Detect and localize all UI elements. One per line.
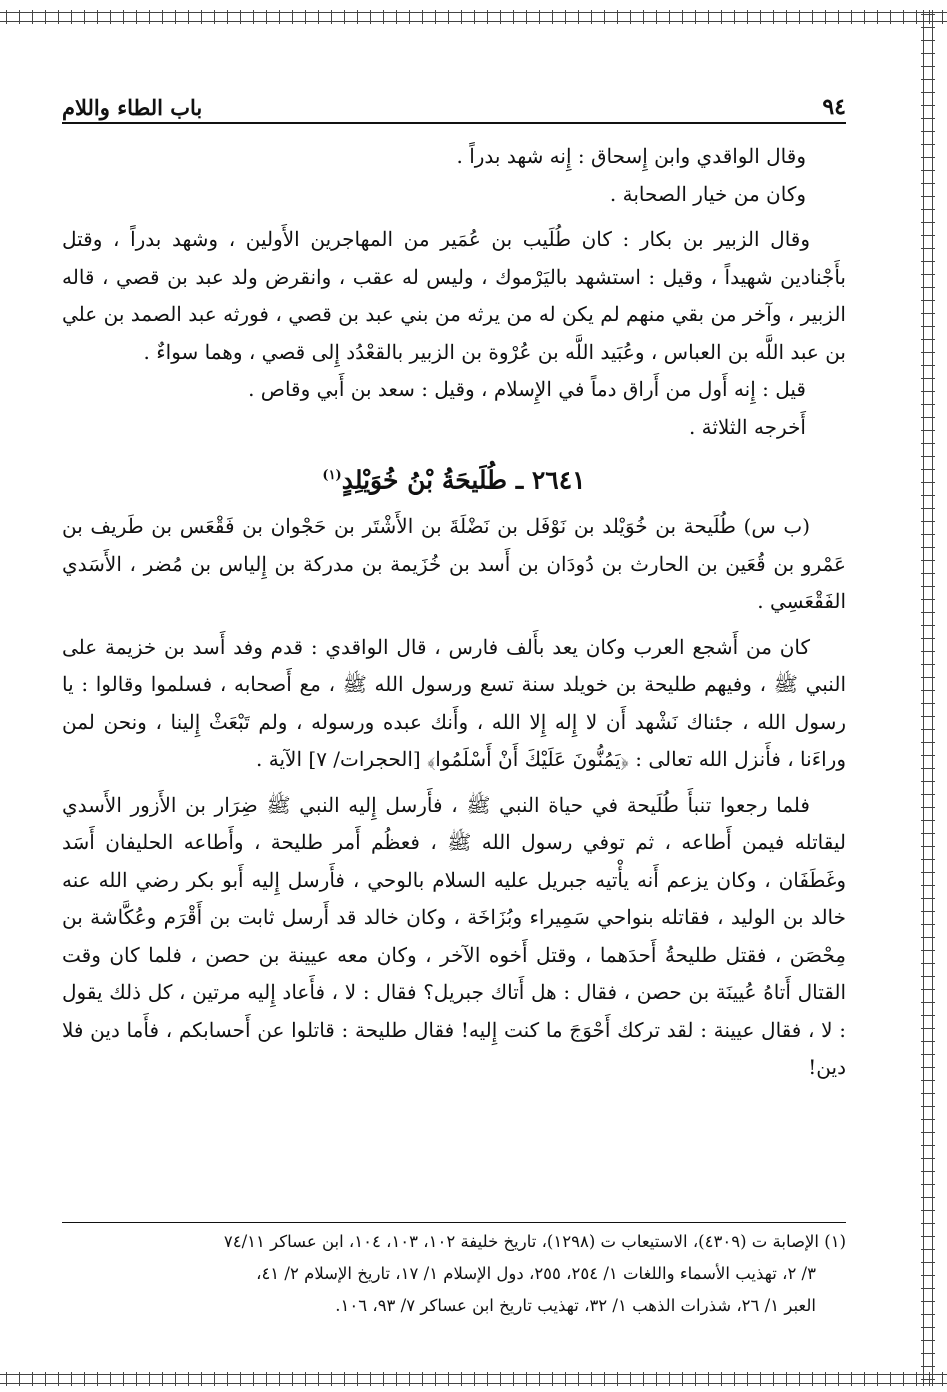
chapter-title: باب الطاء واللام — [62, 95, 203, 120]
paragraph: كان من أَشجع العرب وكان يعد بأَلف فارس ، قال الواقدي : قدم وفد أَسد بن خزيمة على النبي ﷺ ، وفيهم طليحة بن خويلد سنة تسع ورسول الله ﷺ ، مع أَصحابه ، فسلموا وقالوا : يا رسول الله ، جئناك نَشْهد أَن لا إِله إِلا الله ، وأَنك عبده ورسوله ، ولم تَبْعَثْ إِلينا ، ونحن لمن وراءَنا ، فأَنزل الله تعالى : ﴿يَمُنُّونَ عَلَيْكَ أَنْ أَسْلَمُوا﴾ [الحجرات/ ٧] الآية . — [62, 634, 846, 772]
paragraph: وكان من خيار الصحابة . — [609, 181, 806, 206]
paragraph-gap — [62, 779, 846, 787]
footnote-line: (١) الإصابة ت (٤٣٠٩)، الاستيعاب ت (١٢٩٨)، تاريخ خليفة ١٠٢، ١٠٣، ١٠٤، ابن عساكر ٧٤/١١ — [223, 1232, 846, 1251]
entry-name: طُلَيحَةُ بْنُ خُوَيْلِدٍ — [341, 465, 508, 495]
paragraph: وقال الزبير بن بكار : كان طُلَيب بن عُمَير من المهاجرين الأَولين ، وشهد بدراً ، وقتل بأَجْنادين شهيداً ، وقيل : استشهد باليَرْموك ، وليس له عقب ، وانقرض ولد عبد بن قصي ، قاله الزبير ، وآخر من بقي منهم لم يكن له من يرثه من بني عبد بن قصي ، فورثه عبد الصمد بن علي بن عبد اللَّه بن العباس ، وعُبَيد اللَّه بن عُرْوة بن الزبير بالقعْدُد إِلى قصي ، وهما سواءٌ . — [62, 227, 846, 364]
entry-heading — [62, 456, 846, 500]
book-page — [62, 88, 846, 1087]
right-border-ornament — [921, 10, 935, 1386]
footnote-line: ٣/ ٢، تهذيب الأسماء واللغات ١/ ٢٥٤، ٢٥٥، دول الإسلام ١/ ١٧، تاريخ الإسلام ٢/ ٤١، — [256, 1264, 816, 1283]
paragraph: وقال الواقدي وابن إِسحاق : إِنه شهد بدراً . — [456, 144, 806, 168]
bottom-border-ornament — [0, 1372, 947, 1386]
footnote-line: العبر ١/ ٢٦، شذرات الذهب ١/ ٣٢، تهذيب تاريخ ابن عساكر ٧/ ٩٣، ١٠٦. — [335, 1296, 816, 1315]
paragraph: (ب س) طُلَيحة بن خُوَيْلد بن نَوْفَل بن نَضْلَةَ بن الأَشْتَر بن حَجْوان بن فَقْعَس بن طَريف بن عَمْرو بن قُعَين بن الحارث بن دُودَان بن أَسد بن خُزَيمة بن مدركة بن إِلياس بن مُضر ، الأَسَدي الفَقْعَسِي . — [62, 514, 846, 614]
top-border-ornament — [0, 10, 947, 24]
footnote-marker: (١) — [322, 468, 342, 483]
running-header — [62, 88, 846, 124]
paragraph: قيل : إِنه أَول من أَراق دماً في الإِسلام ، وقيل : سعد بن أَبي وقاص . — [248, 377, 806, 401]
paragraph: فلما رجعوا تنبأَ طُلَيحة في حياة النبي ﷺ ، فأَرسل إِليه النبي ﷺ ضِرَار بن الأَزور الأَسدي ليقاتله فيمن أَطاعه ، ثم توفي رسول الله ﷺ ، فعظُم أَمر طليحة ، وأَطاعه الحليفان أَسَد وغَطَفَان ، وكان يزعم أَنه يأْتيه جبريل عليه السلام بالوحي ، فأَرسل إِليه أَبو بكر رضي الله عنه خالد بن الوليد ، فقاتله بنواحي سَمِيراء وبُزَاخَة ، وكان خالد قد أَرسل ثابت بن أَقْرَم وعُكَّاشة بن مِحْصَن ، فقتل طليحةُ أَحدَهما ، وقتل أَخوه الآخر ، وكان معه عيينة بن حصن ، فلما كان وقت القتال أَتاهُ عُيينَة بن حصن ، فقال : هل أَتاك جبريل؟ فقال : لا ، فأَعاد إِليه مرتين ، كل ذلك يقول : لا ، فقال عيينة : لقد تركك أَحْوَجَ ما كنت إِليه! فقال طليحة : قاتلوا عن أَحسابكم ، فأَما دين فلا دين! — [62, 792, 846, 1080]
footnote-divider — [62, 1222, 846, 1223]
entry-number: ٢٦٤١ — [531, 465, 586, 495]
main-text — [62, 138, 846, 1087]
paragraph: أَخرجه الثلاثة . — [688, 414, 806, 439]
entry-separator: ـ — [515, 465, 524, 495]
page-number: ٩٤ — [822, 94, 846, 120]
paragraph-gap — [62, 621, 846, 629]
footnotes — [62, 1226, 846, 1322]
paragraph-gap — [62, 213, 846, 221]
